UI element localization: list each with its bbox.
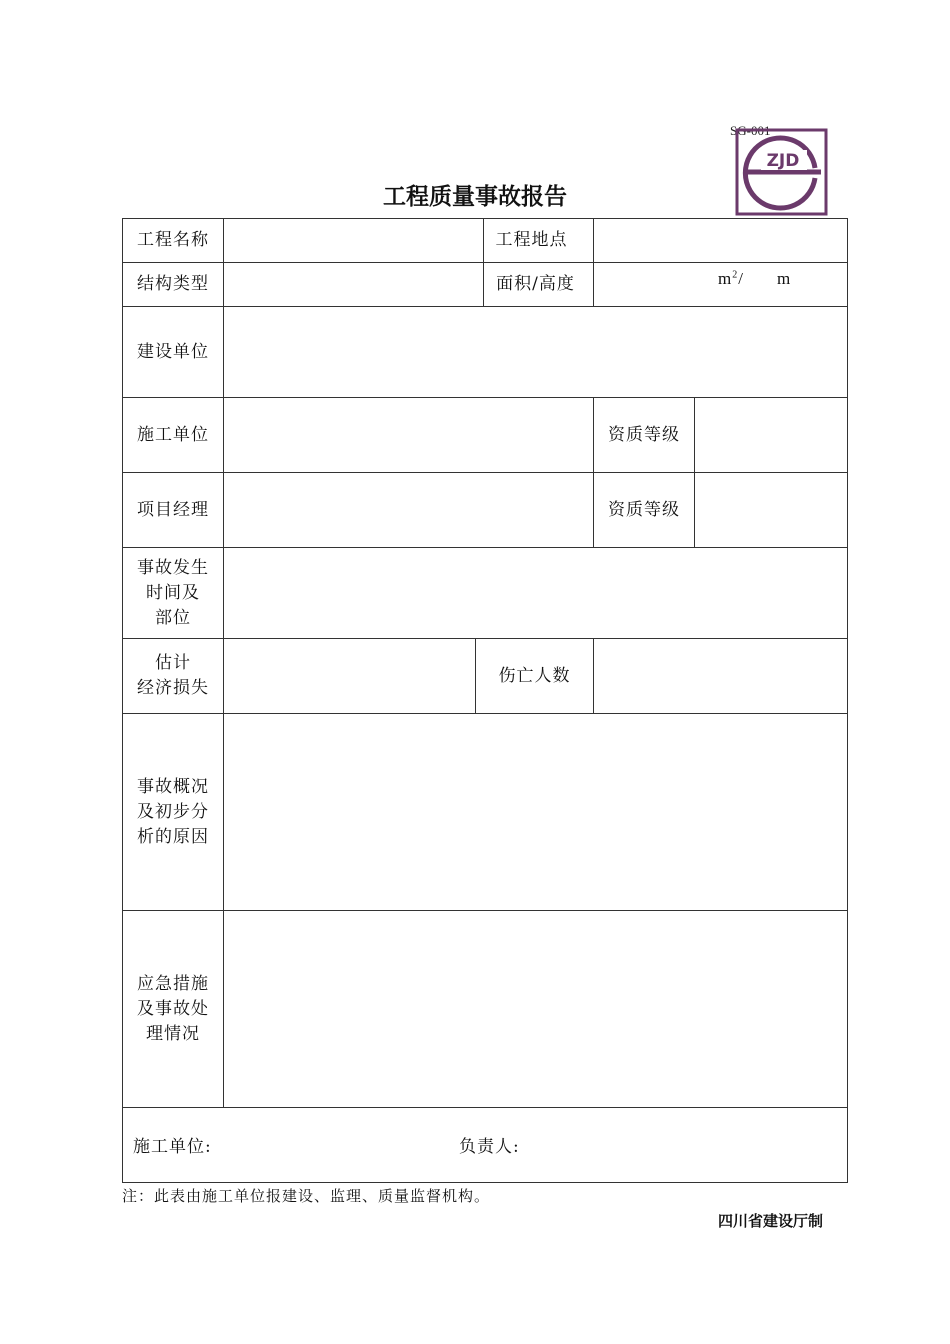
accident-time-field[interactable]	[224, 548, 848, 639]
unit-meter: m	[777, 268, 792, 288]
construction-owner-label: 建设单位	[123, 307, 224, 398]
overview-field[interactable]	[224, 714, 848, 911]
qualification-label-2: 资质等级	[594, 473, 695, 548]
loss-field[interactable]	[224, 639, 476, 714]
project-location-field[interactable]	[594, 219, 848, 263]
sign-responsible-label: 负责人:	[459, 1137, 520, 1157]
structure-type-label: 结构类型	[123, 263, 224, 307]
measures-label: 应急措施 及事故处 理情况	[123, 911, 224, 1108]
signature-row	[123, 1108, 848, 1183]
loss-label: 估计 经济损失	[123, 639, 224, 714]
qualification-label-1: 资质等级	[594, 398, 695, 473]
contractor-qualification-field[interactable]	[695, 398, 848, 473]
logo-text: ZJD	[766, 151, 800, 171]
manager-qualification-field[interactable]	[695, 473, 848, 548]
page-title: 工程质量事故报告	[383, 184, 567, 210]
project-name-field[interactable]	[224, 219, 484, 263]
construction-owner-field[interactable]	[224, 307, 848, 398]
accident-time-label: 事故发生 时间及 部位	[123, 548, 224, 639]
overview-label: 事故概况 及初步分 析的原因	[123, 714, 224, 911]
project-manager-field[interactable]	[224, 473, 594, 548]
project-location-label: 工程地点	[484, 219, 594, 263]
footnote: 注：此表由施工单位报建设、监理、质量监督机构。	[122, 1187, 491, 1205]
area-height-field[interactable]	[594, 263, 848, 307]
contractor-label: 施工单位	[123, 398, 224, 473]
unit-square-meter: $m^2/$	[718, 268, 744, 288]
area-height-label: 面积/高度	[484, 263, 594, 307]
form-code: SG-001	[730, 123, 771, 138]
casualties-field[interactable]	[594, 639, 848, 714]
project-manager-label: 项目经理	[123, 473, 224, 548]
issuer: 四川省建设厅制	[718, 1212, 824, 1230]
sign-contractor-label: 施工单位:	[133, 1137, 212, 1157]
casualties-label: 伤亡人数	[476, 639, 594, 714]
report-form	[122, 218, 848, 1183]
structure-type-field[interactable]	[224, 263, 484, 307]
project-name-label: 工程名称	[123, 219, 224, 263]
contractor-field[interactable]	[224, 398, 594, 473]
measures-field[interactable]	[224, 911, 848, 1108]
